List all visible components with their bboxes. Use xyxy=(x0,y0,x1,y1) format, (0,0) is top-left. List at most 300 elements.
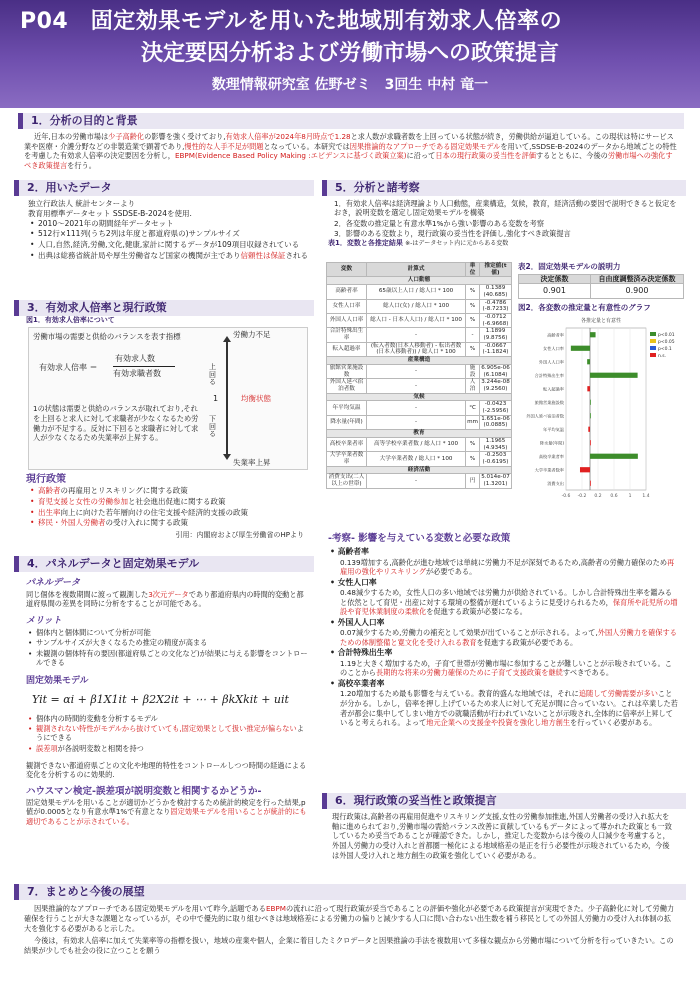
poster-author: 数理情報研究室 佐野ゼミ 3回生 中村 竜一 xyxy=(211,77,489,93)
table-row xyxy=(327,285,512,299)
figure-1-text: 労働市場の需要と供給のバランスを表す指標 xyxy=(33,332,181,342)
highlight: 誤差項 xyxy=(36,743,58,753)
text: 0.48減少するため，女性人口の多い地域では労働力が供給されている。しかし合計特殊出生率を鑑みると依然として育児・出産に対する環境の整備が遅れているように見受けられるため， xyxy=(340,588,672,607)
legend-label: n.s. xyxy=(658,354,667,360)
section-7-title: 7．まとめと今後の展望 xyxy=(14,884,686,900)
highlight: 移民・外国人労働者 xyxy=(38,518,106,528)
legend-label: p<0.05 xyxy=(658,340,675,346)
table-row xyxy=(327,364,512,378)
table-row xyxy=(327,313,512,327)
list-item xyxy=(28,518,314,528)
text: すべきである。 xyxy=(562,668,614,678)
legend-label: p<0.1 xyxy=(658,347,672,353)
highlight: 少子高齢化 xyxy=(108,132,145,141)
heading-text: 高齢者率 xyxy=(337,547,369,557)
discussion-item xyxy=(330,578,678,617)
section-3 xyxy=(14,300,314,540)
cell-estimate xyxy=(480,299,512,313)
text: 1.19と大きく増加するため，子育て世帯が労働市場に参加することが難しいことが示唆されている。このことから xyxy=(340,658,672,678)
highlight: 長期的な将来の労働力確保のために子育て支援政策を継続 xyxy=(375,668,563,678)
list-item: • 未観測の個体特有の要因(都道府県ごとの文化など)が結果に与える影響をコントロールできる xyxy=(26,649,308,668)
cell-variable: 女性人口率 xyxy=(327,299,367,313)
highlight: 外国人労働力を確保するための体制整備と寛文化を受け入れる教育 xyxy=(340,628,677,647)
text: 同じ個体を複数期間に渡って観測した xyxy=(26,589,149,599)
merit-list xyxy=(26,628,308,667)
table-row xyxy=(327,299,512,313)
scale-arrow xyxy=(223,336,231,460)
discussion-item xyxy=(330,618,678,648)
list-item xyxy=(26,714,308,723)
cell-formula: - xyxy=(367,415,466,429)
highlight: EBPM xyxy=(265,904,286,913)
legend-swatch xyxy=(650,353,656,357)
cell-formula: 65歳以上人口 / 総人口 * 100 xyxy=(367,285,466,299)
table-body xyxy=(327,277,512,488)
bullet: • xyxy=(330,577,338,587)
plot-area xyxy=(566,328,646,490)
t-value: (4.9345) xyxy=(483,444,508,451)
highlight: 固定効果モデルを用いることが統計的にも適切であることが示されている。 xyxy=(26,807,307,826)
fe-list xyxy=(26,714,308,753)
bar xyxy=(590,441,591,446)
t-value: (6.1084) xyxy=(483,371,508,378)
formula-denominator: 有効求職者数 xyxy=(113,369,161,379)
text: される xyxy=(285,250,308,260)
t-value: (-6.9668) xyxy=(482,320,509,327)
text: 個体内の時間的変動を分析するモデル xyxy=(36,713,158,723)
cell-formula: - xyxy=(367,328,466,342)
figure-2 xyxy=(518,314,684,516)
section-2-title: 2．用いたデータ xyxy=(14,180,314,196)
t-value: (-1.1824) xyxy=(482,349,509,356)
cell-estimate xyxy=(480,313,512,327)
discussion-body xyxy=(330,558,678,577)
table-header-row xyxy=(519,274,684,283)
table-1-caption-row xyxy=(322,239,686,248)
highlight: 出生率 xyxy=(38,507,61,517)
merit-title: メリット xyxy=(26,616,62,627)
cell-formula: 高等学校卒業者数 / 総人口 * 100 xyxy=(367,437,466,451)
highlight: 因果推論的なアプローチである固定効果モデル xyxy=(349,141,501,151)
list-item xyxy=(26,744,308,753)
table-row xyxy=(327,415,512,429)
text: 近年,日本の労働市場は xyxy=(34,132,109,141)
x-tick-label: 1.4 xyxy=(642,494,650,500)
text: を促進する政策が必要である。 xyxy=(476,637,578,647)
poster-title-line2: 決定要因分析および労働市場への政策提言 xyxy=(140,41,559,66)
column-header: 自由度調整済み決定係数 xyxy=(591,274,684,283)
y-tick-label: 女性人口率 xyxy=(543,346,564,352)
panel-text xyxy=(26,590,308,609)
heading-text: 高校卒業者率 xyxy=(337,678,385,688)
list-item xyxy=(26,724,308,743)
highlight: 観測されない特性がモデルから抜けていても,固定効果として扱い推定が偏らない xyxy=(36,723,297,733)
scale-one-label: 1 xyxy=(213,394,219,404)
x-tick-label: 1 xyxy=(628,494,632,500)
text: ことが分かる。しかし，倍率を押し上げているため求人に対して充足が間に合っていない。これは卒業した若者が都会に集中してしまい地方での就職活動が行われていないことが示唆され,全体的に倍率が上昇していると考えられる。よって xyxy=(340,689,678,728)
discussion-title: -考察- 影響を与えている変数と必要な政策 xyxy=(328,533,511,544)
text: を促進する政策が必要になる。 xyxy=(426,607,527,617)
discussion-heading xyxy=(330,679,678,689)
discussion-heading xyxy=(330,547,678,557)
scale-down-label: 下回る xyxy=(209,415,216,439)
column-header: 推定値(t値) xyxy=(480,263,512,277)
t-value: (-2.5956) xyxy=(482,408,509,415)
table-1-note: ※-はデータセット内に元からある変数 xyxy=(405,240,509,248)
list-item xyxy=(28,251,308,261)
cell-unit: % xyxy=(466,437,480,451)
data-source-line: 独立行政法人 統計センターより xyxy=(28,199,136,208)
highlight: 労働市場への強化すべき政策提言 xyxy=(24,151,673,171)
group-label: 人口動態 xyxy=(327,277,512,285)
r2-table xyxy=(518,274,684,299)
table-row xyxy=(327,437,512,451)
text: 向上に向けた若年層向けの住宅支援や経済的支援の政策 xyxy=(60,507,248,517)
section-1 xyxy=(18,113,684,174)
poster-title-line1: P04 固定効果モデルを用いた地域別有効求人倍率の xyxy=(20,9,563,34)
hausman-title: ハウスマン検定-誤差項が説明変数と相関するかどうか- xyxy=(26,785,262,797)
discussion-heading xyxy=(330,618,678,628)
column-header: 単位 xyxy=(466,263,480,277)
cell-unit: % xyxy=(466,285,480,299)
bar xyxy=(590,481,591,486)
text: を用いて,SSDSE-B-2024のデータから地域ごとの特性を考慮した有効求人倍率の決定要因を分析し， xyxy=(24,141,677,161)
x-tick-label: 0.6 xyxy=(610,494,618,500)
discussion-item xyxy=(330,679,678,728)
scale-mid-label: 均衡状態 xyxy=(241,394,271,404)
cell-estimate xyxy=(480,379,512,393)
legend-swatch xyxy=(650,339,656,343)
text: を行っていく必要がある。 xyxy=(570,718,657,728)
table-1-caption: 表1．変数と各推定結果 xyxy=(328,239,403,248)
text: 因果推論的なアプローチである固定効果モデルを用いて昨今,話題である xyxy=(34,904,266,913)
text: が必要である。 xyxy=(425,567,477,577)
t-value: (9.8756) xyxy=(483,335,508,342)
section-1-body xyxy=(18,129,684,174)
cell-variable: 転入超過率 xyxy=(327,342,367,356)
y-tick-label: 年平均気温 xyxy=(543,427,564,433)
data-list xyxy=(28,219,308,261)
section-5 xyxy=(322,180,686,249)
text: の影響を強く受けており, xyxy=(144,132,226,141)
discussion-body xyxy=(330,628,678,647)
list-item: • 個体内と個体間について分析が可能 xyxy=(26,628,308,637)
table-group-row xyxy=(327,430,512,438)
table-group-row xyxy=(327,393,512,401)
source-note: 引用：内閣府および厚生労働省のHPより xyxy=(175,531,304,540)
x-tick-label: -0.2 xyxy=(577,494,587,500)
heading-text: 合計特殊出生率 xyxy=(337,648,393,658)
bar xyxy=(580,468,590,473)
cell-formula: 大学卒業者数 / 総人口 * 100 xyxy=(367,452,466,466)
text: の再雇用とリスキリングに関する政策 xyxy=(60,486,188,496)
bar xyxy=(590,414,591,419)
fe-title: 固定効果モデル xyxy=(26,675,89,686)
cell-formula: - xyxy=(367,379,466,393)
text: 固定効果モデルを用いることが適切かどうかを検討するため統計的検定を行った結果,p値が0.0005となり有意水準1%で有意となり xyxy=(26,798,306,817)
text: であり都道府県内の時間的変動と都道府県間の差異を同時に分析をすることが可能である。 xyxy=(26,589,304,609)
adj-r2-value: 0.900 xyxy=(591,284,684,299)
table-group-row xyxy=(327,357,512,365)
y-tick-label: 消費支出 xyxy=(547,481,564,487)
bar xyxy=(587,387,590,392)
table-row xyxy=(327,342,512,356)
table-2-wrap xyxy=(518,262,684,516)
list-item: • 512行×111列(うち2列は年度と都道府県の)サンプルサイズ xyxy=(28,229,308,239)
coefficient-chart xyxy=(518,314,684,516)
estimate-value: 5.014e-07 xyxy=(481,474,510,481)
table-1-wrap xyxy=(326,262,512,489)
section-4 xyxy=(14,556,314,829)
table-row xyxy=(327,328,512,342)
bar xyxy=(587,360,590,365)
highlight: EBPM(Evidence Based Policy Making :エビデンスに基づく政策立案) xyxy=(174,151,407,161)
estimate-value: -0.0712 xyxy=(484,313,507,320)
chart-title: 各推定量と有意性 xyxy=(580,318,622,325)
discussion-body xyxy=(330,689,678,727)
cell-unit: % xyxy=(466,299,480,313)
table-group-row xyxy=(327,277,512,285)
highlight: 有効求人倍率が2024年8月時点で1.28 xyxy=(225,132,351,141)
column-header: 計算式 xyxy=(367,263,466,277)
highlight: 高齢者 xyxy=(38,486,61,496)
section-1-title: 1．分析の目的と背景 xyxy=(18,113,684,129)
estimate-value: 3.244e-08 xyxy=(481,379,510,386)
discussion-list xyxy=(322,545,686,727)
cell-variable: 高校卒業者率 xyxy=(327,437,367,451)
fraction-bar xyxy=(113,366,175,367)
cell-variable: 外国人延べ宿泊者数 xyxy=(327,379,367,393)
discussion-item xyxy=(330,648,678,678)
bullet: • xyxy=(330,617,338,627)
text: と求人数が求職者数を上回っている状態が続き，労働供給が逼迫している。この現状は特にサービス業や医療・介護分野などの非製造業で顕著であり, xyxy=(24,132,674,151)
group-label: 教育 xyxy=(327,430,512,438)
section-4-body xyxy=(14,572,314,829)
text: となっている。本研究では xyxy=(263,141,350,151)
list-item: 2．各変数の推定量と有意水準1%から強い影響のある変数を考察 xyxy=(334,218,545,228)
section-5b xyxy=(322,533,686,729)
estimate-value: 6.905e-06 xyxy=(481,364,510,371)
list-item: 3．影響のある変数より，現行政策の妥当性を評価し,強化すべき政策提言 xyxy=(334,229,571,239)
bar xyxy=(590,373,638,378)
cell-unit: °C xyxy=(466,401,480,415)
cell-estimate xyxy=(480,437,512,451)
formula-lhs: 有効求人倍率 ＝ xyxy=(39,363,98,373)
poster-header xyxy=(0,0,700,108)
table-header-row xyxy=(327,263,512,277)
estimate-value: -0.2503 xyxy=(484,452,507,459)
column-header: 変数 xyxy=(327,263,367,277)
bullet: • xyxy=(330,678,338,688)
y-tick-label: 旅館営業施設数 xyxy=(534,400,564,406)
legend-label: p<0.01 xyxy=(658,333,675,339)
cell-estimate xyxy=(480,342,512,356)
group-label: 産業構造 xyxy=(327,357,512,365)
y-tick-label: 外国人延べ宿泊者数 xyxy=(526,413,564,419)
figure-1-caption: 図1．有効求人倍率について xyxy=(26,316,115,324)
figure-2-caption: 図2．各変数の推定量と有意性のグラフ xyxy=(518,302,651,312)
table-row xyxy=(519,284,684,299)
highlight: 保育所や託児所の増設や育児休業制度の柔軟化 xyxy=(340,597,678,617)
text: の流れに沿って現行政策が妥当であることの評価や強化が必要である政策提言が実現できた。少子高齢化に対して労働力確保を行うことが大きな課題となっているが，その中で優先的に取り組むべきは地域格差による労働力の偏りと減少する人口に問い合わない出生数を補う移民としての外国人労働力の受け入れ体制の拡大を強化する必要があると示した。 xyxy=(24,904,675,933)
cell-variable: 降水量(年間) xyxy=(327,415,367,429)
cell-estimate xyxy=(480,328,512,342)
x-tick-label: -0.6 xyxy=(561,494,571,500)
section-2 xyxy=(14,180,314,265)
section-6-body: 現行政策は,高齢者の再雇用促進やリスキリング支援,女性の労働参加推進,外国人労働者の受け入れ拡大を軸に進められており,労働市場の需給バランス改善に貢献しているもデータによって導かれた政策とも一致しているため妥当であることが確認できた。しかし，推定した変数からは今後の人口減少を考慮すると，外国人労働力の受け入れと首都圏一極化による地域格差の是正を行う必要性が示唆されているため，今後は外国人受け入れと地方創生の政策を強化していく必要がある。 xyxy=(332,812,672,860)
section-5-title: 5．分析と諸考察 xyxy=(322,180,686,196)
legend-swatch xyxy=(650,332,656,336)
cell-variable: 消費支出(二人以上の世帯) xyxy=(327,474,367,488)
summary-paragraph-1 xyxy=(24,904,676,934)
cell-unit: % xyxy=(466,342,480,356)
highlight: 日本の現行政策の妥当性を評価 xyxy=(435,151,536,161)
cell-formula: - xyxy=(367,364,466,378)
text: 0.07減少するため,労働力の補充として効果が出ていることが示される。よって, xyxy=(340,628,598,638)
scale-bottom-label: 失業率上昇 xyxy=(233,458,271,468)
figure-1-explanation: 1の状態は需要と供給のバランスが取れており,それを上回ると求人に対して求職者が少なくなるため労働力が不足する。反対に下回ると求職者に対して求人が少なくなるため失業率が上昇する。 xyxy=(33,404,199,443)
cell-estimate xyxy=(480,474,512,488)
bullet: • xyxy=(330,648,338,658)
highlight: 慢性的な人手不足が問題 xyxy=(184,141,264,151)
bar xyxy=(588,427,590,432)
cell-formula: 総人口 - 日本人人口) / 総人口 * 100 xyxy=(367,313,466,327)
fe-note: 観測できない都道府県ごとの文化や地理的特性をコントロールしつつ時間の経過による変化を分析するのに効果的. xyxy=(26,760,307,780)
y-tick-label: 高校卒業者率 xyxy=(538,454,564,460)
formula-numerator: 有効求人数 xyxy=(115,354,155,364)
bar xyxy=(571,346,590,351)
text: するとともに、今後の xyxy=(535,151,608,161)
y-tick-label: 降水量(年間) xyxy=(539,440,564,446)
text: に沿って xyxy=(406,151,436,161)
section-7-body xyxy=(14,900,686,960)
bar xyxy=(590,400,591,405)
bar xyxy=(590,333,596,338)
list-item xyxy=(28,508,314,518)
cell-estimate xyxy=(480,364,512,378)
table-row xyxy=(327,401,512,415)
text: 1.20増加するため最も影響を与えている。教育的盛んな地域では，それに xyxy=(340,689,579,699)
t-value: (40.685) xyxy=(483,291,508,298)
section-4-title: 4．パネルデータと固定効果モデル xyxy=(14,556,314,572)
text: 0.139増加する,高齢化が進む地域では単純に労働力不足が深刻であるため,高齢者の労働力確保のため xyxy=(340,557,668,567)
section-6-title: 6．現行政策の妥当性と政策提言 xyxy=(322,793,686,809)
hausman-text xyxy=(26,798,308,826)
analysis-steps xyxy=(322,196,686,238)
legend-swatch xyxy=(650,346,656,350)
highlight: 地元企業への支援金や投資を強化し地方創生 xyxy=(426,718,571,728)
highlight: 育児支援と女性の労働参加 xyxy=(38,496,128,506)
table-row xyxy=(327,474,512,488)
estimate-value: -0.0667 xyxy=(484,342,507,349)
estimate-value: 1.1899 xyxy=(485,328,506,335)
cell-estimate xyxy=(480,401,512,415)
t-value: (1.3201) xyxy=(483,481,508,488)
cell-unit: % xyxy=(466,452,480,466)
estimate-value: 1.1965 xyxy=(485,437,506,444)
bullet: • xyxy=(330,547,338,557)
estimate-value: -0.4786 xyxy=(484,299,507,306)
t-value: (-8.7233) xyxy=(482,306,509,313)
heading-text: 外国人人口率 xyxy=(337,617,385,627)
column-header: 決定係数 xyxy=(519,274,591,283)
list-item: • サンプルサイズが大きくなるため推定の精度が高まる xyxy=(26,638,308,647)
estimate-value: 1.651e-06 xyxy=(481,415,510,422)
cell-estimate xyxy=(480,285,512,299)
results-table xyxy=(326,262,512,489)
list-item: • 人口,自然,経済,労働,文化,健康,家計に関するデータが109項目収録されている xyxy=(28,240,308,250)
dataset-line: 教育用標準データセット SSDSE-B-2024を使用. xyxy=(28,208,192,218)
text: が各説明変数と相関を持つ xyxy=(57,743,144,753)
list-item: • 2010〜2021年の期間経年データセット xyxy=(28,219,308,229)
section-7 xyxy=(14,884,686,960)
bar xyxy=(590,454,638,459)
cell-variable: 外国人人口率 xyxy=(327,313,367,327)
cell-unit: 施設 xyxy=(466,364,480,378)
cell-unit: % xyxy=(466,313,480,327)
cell-unit: mm xyxy=(466,415,480,429)
y-tick-label: 転入超過率 xyxy=(543,386,564,392)
cell-unit: 人泊 xyxy=(466,379,480,393)
cell-formula: - xyxy=(367,474,466,488)
summary-paragraph-2: 今後は，有効求人倍率に加えて失業率等の指標を扱い，地域の産業や個人，企業に着目したミクロデータと因果推論の手法を複数用いて多様な観点から労働市場について分析を行っていきたい。この結果が少しでも社会の役に立つことを願う xyxy=(24,935,674,955)
x-tick-label: 0.2 xyxy=(594,494,602,500)
scale-up-label: 上回る xyxy=(209,363,216,387)
cell-variable: 年平均気温 xyxy=(327,401,367,415)
highlight: 再雇用の強化やリスキリング xyxy=(340,557,675,577)
policy-title: 現行政策 xyxy=(26,474,66,486)
text: の受け入れに関する政策 xyxy=(105,518,188,528)
cell-variable: 旅館営業施設数 xyxy=(327,364,367,378)
table-row xyxy=(327,379,512,393)
discussion-heading xyxy=(330,578,678,588)
discussion-body xyxy=(330,588,678,617)
highlight: 追随して労働需要が多い xyxy=(578,689,658,699)
panel-title: パネルデータ xyxy=(26,578,81,588)
cell-unit: - xyxy=(466,328,480,342)
y-tick-label: 大学卒業者数率 xyxy=(534,467,564,473)
text: を行う。 xyxy=(67,161,96,171)
text: 出典は総務省統計局や厚生労働省など国家の機関が主であり xyxy=(38,250,241,260)
group-label: 経済活動 xyxy=(327,466,512,474)
cell-formula: (転入者数(日本人移動者) - 転出者数(日本人移動者)) / 総人口 * 100 xyxy=(367,342,466,356)
y-tick-label: 合計特殊出生率 xyxy=(534,373,564,379)
y-tick-label: 高齢者率 xyxy=(547,332,564,338)
fe-equation: Yit = αi + β1X1it + β2X2it + ⋯ + βkXkit + uit xyxy=(32,693,289,707)
highlight: 信頼性は保証 xyxy=(240,250,286,260)
scale-top-label: 労働力不足 xyxy=(233,330,271,340)
table-group-row xyxy=(327,466,512,474)
section-6 xyxy=(322,793,686,864)
t-value: (9.2560) xyxy=(483,385,508,392)
discussion-item xyxy=(330,547,678,577)
heading-text: 女性人口率 xyxy=(337,577,377,587)
cell-formula: - xyxy=(367,401,466,415)
figure-1 xyxy=(28,327,308,470)
cell-estimate xyxy=(480,452,512,466)
estimate-value: -0.0423 xyxy=(484,401,507,408)
discussion-heading xyxy=(330,648,678,658)
cell-unit: 円 xyxy=(466,474,480,488)
text: ようにできる xyxy=(36,723,304,743)
list-item: 1．有効求人倍率は経済理論より人口動態，産業構造，気候，教育，経済活動の要因で説明できると仮定をおき，説明変数を選定し固定効果モデルを構築 xyxy=(334,199,677,218)
section-3-title: 3．有効求人倍率と現行政策 xyxy=(14,300,314,316)
table-2-caption: 表2．固定効果モデルの説明力 xyxy=(518,262,621,271)
section-2-body xyxy=(14,196,314,265)
y-tick-label: 外国人人口率 xyxy=(538,359,564,365)
cell-variable: 大学卒業者数率 xyxy=(327,452,367,466)
text: と社会進出促進に関する政策 xyxy=(128,496,226,506)
